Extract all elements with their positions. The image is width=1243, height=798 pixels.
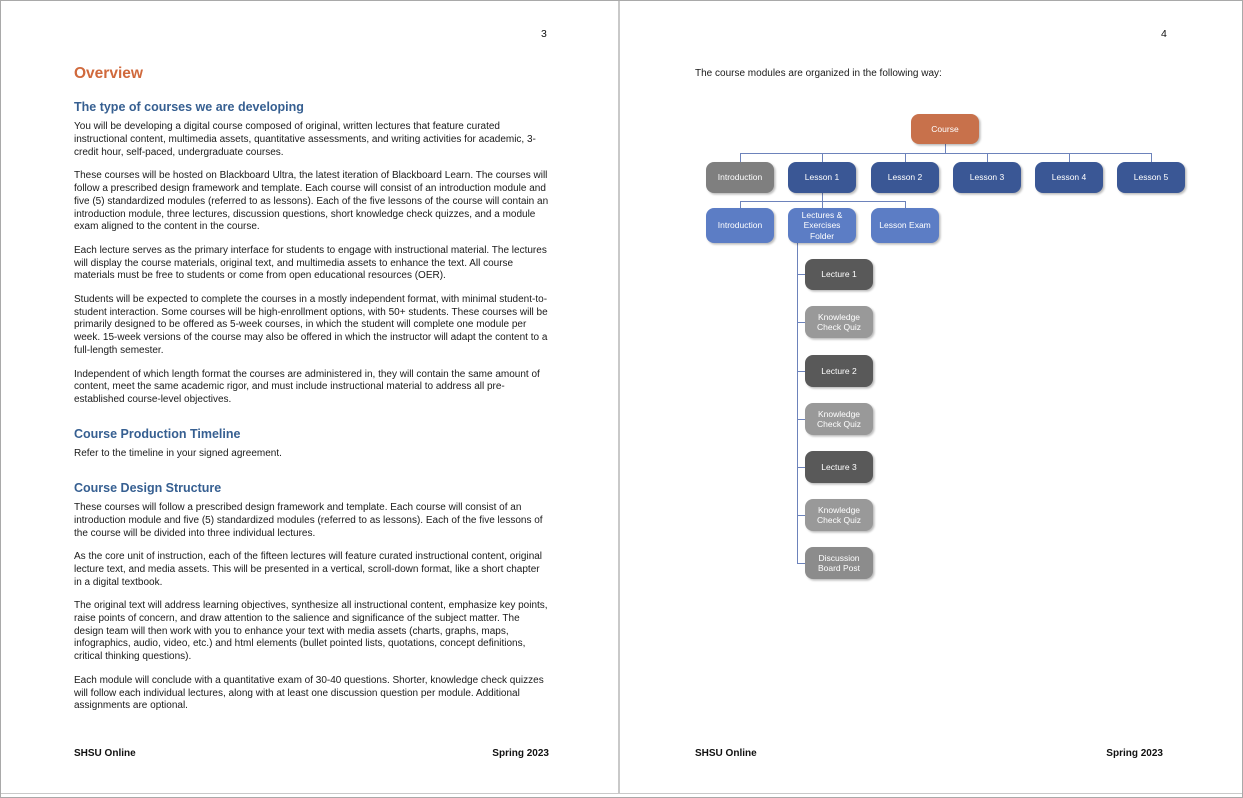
- page-3: [1, 1, 619, 793]
- footer-term: Spring 2023: [492, 748, 549, 759]
- connector-line: [797, 371, 805, 372]
- paragraph: Independent of which length format the courses are administered in, they will contain the same amount of content, meet the same academic rigor, and must include instructional material to address all pre-established course-level objectives.: [74, 368, 540, 406]
- diagram-node-lesson-exam: Lesson Exam: [871, 208, 939, 243]
- connector-line: [797, 419, 805, 420]
- page-3-content: [74, 64, 550, 724]
- connector-line: [822, 193, 823, 201]
- diagram-node-lesson-3: Lesson 3: [953, 162, 1021, 193]
- diagram-node-lesson-1: Lesson 1: [788, 162, 856, 193]
- connector-line: [797, 563, 805, 564]
- diagram-node-knowledge-check-quiz-3: Knowledge Check Quiz: [805, 499, 873, 531]
- footer-org: SHSU Online: [74, 748, 136, 759]
- paragraph: These courses will be hosted on Blackboard Ultra, the latest iteration of Blackboard Learn. The courses will follow a prescribed design framework and template. Each course will consist of an introduction module and five (5) standardized modules (referred to as lessons). Each of the five lessons of the course will contain an introduction module, three lectures, discussion questions, short knowledge check quizzes, and a module exam aligned to the content in the course.: [74, 170, 549, 233]
- diagram-node-discussion-board-post: Discussion Board Post: [805, 547, 873, 579]
- course-structure-diagram: [620, 1, 1243, 793]
- paragraph: Refer to the timeline in your signed agreement.: [74, 448, 282, 460]
- connector-line: [1151, 153, 1152, 162]
- page-number: 3: [541, 28, 547, 40]
- connector-line: [945, 144, 946, 153]
- connector-line: [905, 153, 906, 162]
- connector-line: [1069, 153, 1070, 162]
- diagram-node-lesson-5: Lesson 5: [1117, 162, 1185, 193]
- connector-line: [797, 322, 805, 323]
- page-footer: [74, 748, 549, 759]
- footer-term: Spring 2023: [1106, 748, 1163, 759]
- paragraph: Students will be expected to complete the courses in a mostly independent format, with minimal student-to-student interaction. Some courses will be high-enrollment options, with 50+ students. These courses will be primarily designed to be offered as 5-week courses, in which the student will complete one module per week. 15-week versions of the course may also be offered in which the instructor will adapt the content to a full-length semester.: [74, 293, 548, 357]
- diagram-node-lesson-introduction: Introduction: [706, 208, 774, 243]
- diagram-node-lesson-2: Lesson 2: [871, 162, 939, 193]
- paragraph: Each module will conclude with a quantitative exam of 30-40 questions. Shorter, knowledge check quizzes will follow each individual lectures, along with at least one discussion question per module. Additional assignments are optional.: [74, 674, 544, 712]
- diagram-node-knowledge-check-quiz-2: Knowledge Check Quiz: [805, 403, 873, 435]
- paragraph: The original text will address learning objectives, synthesize all instructional content, emphasize key points, raise points of concern, and draw attention to the salience and significance of the subject matter. The design team will then work with you to enhance your text with media assets (charts, graphs, maps, infographics, audio, video, etc.) and html elements (bullet pointed lists, quotations, concept definitions, critical thinking questions).: [74, 599, 548, 663]
- diagram-node-lecture-3: Lecture 3: [805, 451, 873, 483]
- diagram-node-lecture-1: Lecture 1: [805, 259, 873, 290]
- connector-line: [797, 467, 805, 468]
- connector-line: [740, 153, 741, 162]
- page-title: Overview: [74, 65, 143, 82]
- footer-org: SHSU Online: [695, 748, 757, 759]
- page-number: 4: [1161, 28, 1167, 40]
- paragraph: Each lecture serves as the primary interface for students to engage with instructional material. The lectures will display the course materials, original text, and multimedia assets to enhance the text. All course materials must be free to students or come from open educational resources (OER).: [74, 244, 547, 282]
- connector-line: [822, 153, 823, 162]
- connector-line: [905, 201, 906, 208]
- paragraph: These courses will follow a prescribed design framework and template. Each course will consist of an introduction module and five (5) standardized modules (referred to as lessons). Each of the five lessons of the course will be divided into three individual lectures.: [74, 501, 543, 539]
- diagram-node-introduction: Introduction: [706, 162, 774, 193]
- diagram-node-lectures-exercises-folder: Lectures & Exercises Folder: [788, 208, 856, 243]
- connector-line: [797, 515, 805, 516]
- section-heading-type-of-courses: The type of courses we are developing: [74, 100, 304, 114]
- connector-line: [797, 274, 805, 275]
- page-bottom-border: [1, 793, 1242, 794]
- connector-line: [987, 153, 988, 162]
- connector-line: [740, 153, 1152, 154]
- connector-line: [740, 201, 741, 208]
- paragraph: You will be developing a digital course composed of original, written lectures that feature curated instructional content, multimedia assets, quantitative assessments, and writing activities for academic, 3-credit hour, self-paced, undergraduate courses.: [74, 121, 536, 158]
- section-heading-design-structure: Course Design Structure: [74, 480, 222, 495]
- paragraph: As the core unit of instruction, each of the fifteen lectures will feature curated instructional content, original lecture text, and media assets. This will be presented in a vertical, scroll-down format, like a short chapter in a digital textbook.: [74, 550, 543, 588]
- page-4: [620, 1, 1243, 793]
- diagram-intro-text: The course modules are organized in the following way:: [695, 68, 942, 79]
- diagram-node-lesson-4: Lesson 4: [1035, 162, 1103, 193]
- diagram-node-lecture-2: Lecture 2: [805, 355, 873, 387]
- diagram-node-course: Course: [911, 114, 979, 144]
- connector-line: [740, 201, 906, 202]
- section-heading-production-timeline: Course Production Timeline: [74, 427, 241, 442]
- page-footer: [695, 748, 1163, 759]
- diagram-node-knowledge-check-quiz-1: Knowledge Check Quiz: [805, 306, 873, 338]
- connector-line: [822, 201, 823, 208]
